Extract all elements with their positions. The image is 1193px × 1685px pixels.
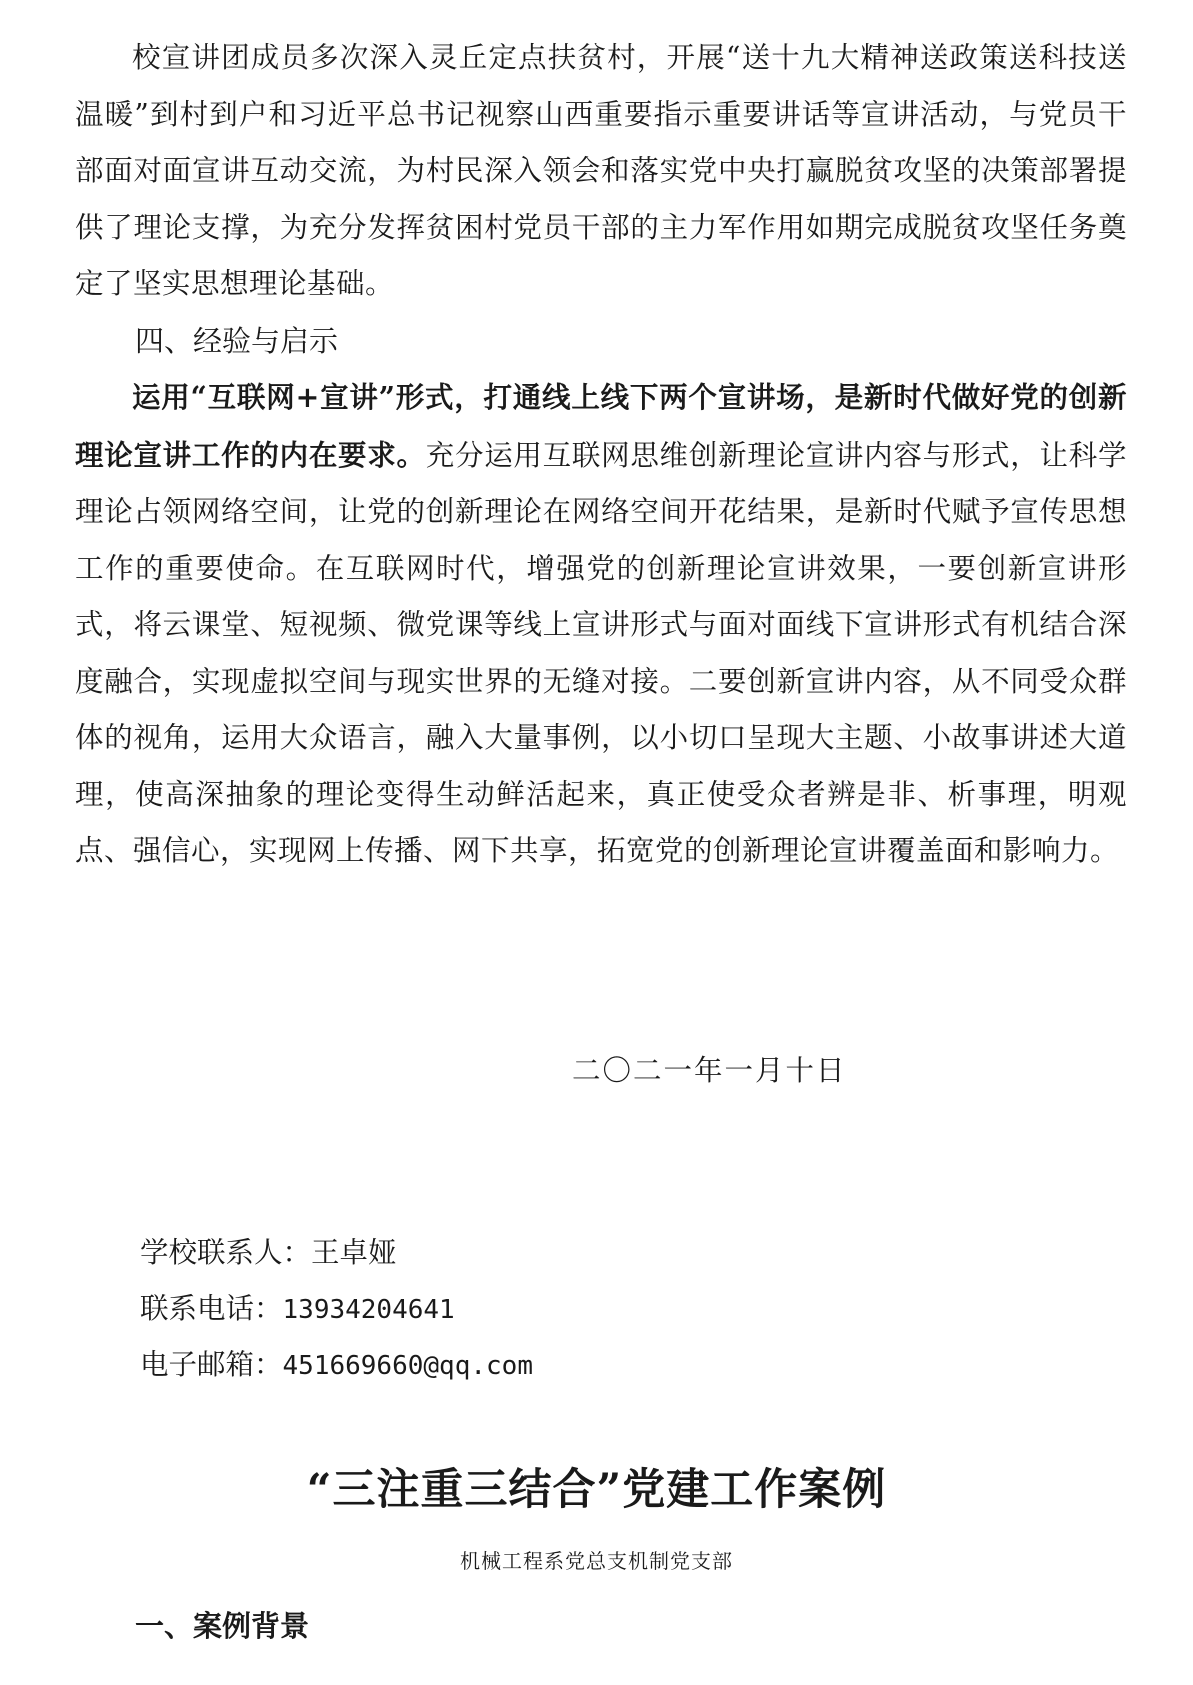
contact-email-value: 451669660@qq.com bbox=[282, 1351, 533, 1381]
paragraph-lead-bold: 运用“互联网+宣讲”形式，打通线上线下两个宣讲场，是新时代做好党的创新理论宣讲工作的内在要求。 bbox=[75, 380, 1127, 472]
contact-person-value: 王卓娅 bbox=[311, 1236, 397, 1269]
contact-email-line bbox=[140, 1337, 533, 1394]
contact-phone-value: 13934204641 bbox=[282, 1295, 455, 1325]
contact-email-label: 电子邮箱： bbox=[140, 1348, 283, 1381]
paragraph-internet-lecture bbox=[75, 369, 1127, 880]
paragraph-village-lectures: 校宣讲团成员多次深入灵丘定点扶贫村，开展“送十九大精神送政策送科技送温暖”到村到户和习近平总书记视察山西重要指示重要讲话等宣讲活动，与党员干部面对面宣讲互动交流，为村民深入领会和落实党中央打赢脱贫攻坚的决策部署提供了理论支撑，为充分发挥贫困村党员干部的主力军作用如期完成脱贫攻坚任务奠定了坚实思想理论基础。 bbox=[75, 41, 1127, 300]
case-section-heading-background: 一、案例背景 bbox=[135, 1609, 310, 1643]
contact-person-label: 学校联系人： bbox=[140, 1236, 312, 1269]
section-heading-experience: 四、经验与启示 bbox=[135, 324, 339, 358]
contact-phone-label: 联系电话： bbox=[140, 1292, 283, 1325]
contact-person-line bbox=[140, 1225, 397, 1281]
document-date: 二〇二一年一月十日 bbox=[572, 1054, 847, 1087]
contact-phone-line bbox=[140, 1281, 455, 1338]
case-title: “三注重三结合”党建工作案例 bbox=[306, 1465, 887, 1515]
paragraph-body: 充分运用互联网思维创新理论宣讲内容与形式，让科学理论占领网络空间，让党的创新理论在网络空间开花结果，是新时代赋予宣传思想工作的重要使命。在互联网时代，增强党的创新理论宣讲效果，一要创新宣讲形式，将云课堂、短视频、微党课等线上宣讲形式与面对面线下宣讲形式有机结合深度融合，实现虚拟空间与现实世界的无缝对接。二要创新宣讲内容，从不同受众群体的视角，运用大众语言，融入大量事例，以小切口呈现大主题、小故事讲述大道理，使高深抽象的理论变得生动鲜活起来，真正使受众者辨是非、析事理，明观点、强信心，实现网上传播、网下共享，拓宽党的创新理论宣讲覆盖面和影响力。 bbox=[75, 438, 1127, 867]
case-subtitle: 机械工程系党总支机制党支部 bbox=[460, 1549, 733, 1573]
